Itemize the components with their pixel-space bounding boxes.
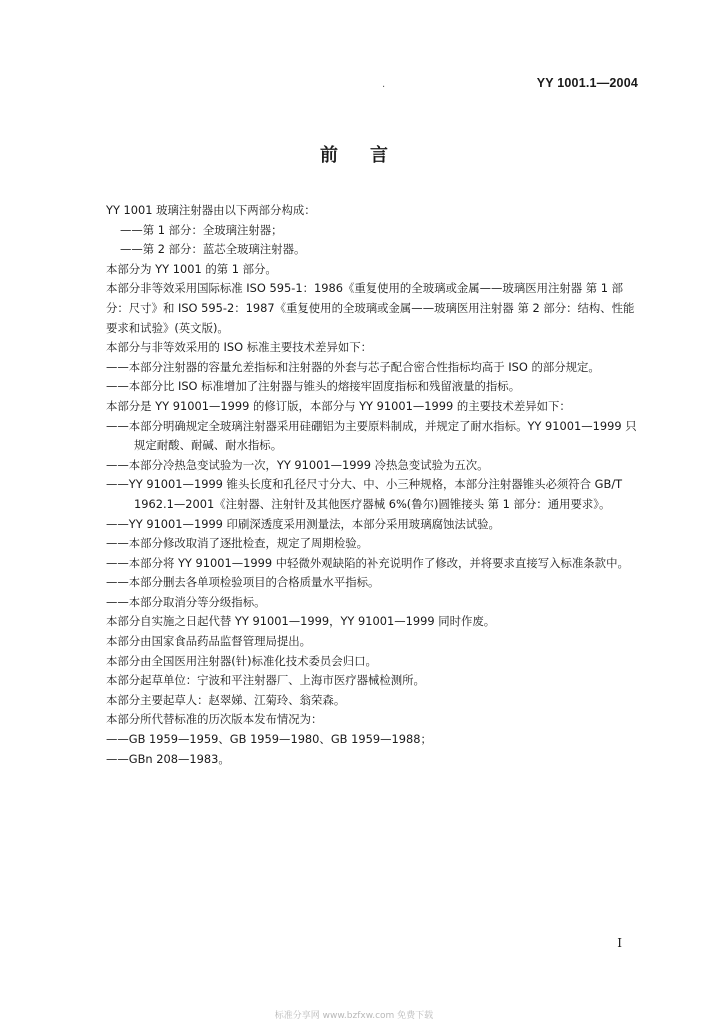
paragraph-iso-differences: 本部分与非等效采用的 ISO 标准主要技术差异如下：: [106, 340, 373, 355]
paragraph-scope: 本部分为 YY 1001 的第 1 部分。: [106, 261, 277, 276]
list-item-rev-diff-2: ——本部分冷热急变试验为一次，YY 91001—1999 冷热急变试验为五次。: [106, 457, 489, 472]
document-body: [106, 201, 638, 769]
list-item-rev-diff-4: ——YY 91001—1999 印刷深透度采用测量法，本部分采用玻璃腐蚀法试验。: [106, 516, 500, 531]
paragraph-drafters: 本部分主要起草人：赵翠娣、江菊玲、翁荣森。: [106, 692, 346, 707]
page-title: 前言: [320, 145, 420, 166]
paragraph-centralized-by: 本部分由全国医用注射器(针)标准化技术委员会归口。: [106, 653, 377, 668]
page-number: I: [617, 936, 622, 950]
list-item-part1: ——第 1 部分：全玻璃注射器；: [120, 222, 283, 237]
paragraph-drafting-units: 本部分起草单位：宁波和平注射器厂、上海市医疗器械检测所。: [106, 673, 425, 688]
list-item-iso-diff-1: ——本部分注射器的容量允差指标和注射器的外套与芯子配合密合性指标均高于 ISO 的部分规定。: [106, 359, 600, 374]
list-item-part2: ——第 2 部分：蓝芯全玻璃注射器。: [120, 242, 306, 257]
list-item-history-1: ——GB 1959—1959、GB 1959—1980、GB 1959—1988；: [106, 732, 432, 747]
list-item-rev-diff-5: ——本部分修改取消了逐批检查，规定了周期检验。: [106, 536, 368, 551]
paragraph-replaces: 本部分自实施之日起代替 YY 91001—1999，YY 91001—1999 同时作废。: [106, 614, 496, 629]
list-item-rev-diff-6: ——本部分将 YY 91001—1999 中轻微外观缺陷的补充说明作了修改，并将要求直接写入标准条款中。: [106, 555, 629, 570]
header-dot: ·: [382, 82, 386, 93]
list-item-rev-diff-1: ——本部分明确规定全玻璃注射器采用硅硼铝为主要原料制成，并规定了耐水指标。YY 91001—1999 只规定耐酸、耐碱、耐水指标。: [106, 418, 637, 453]
paragraph-iso-reference: 本部分非等效采用国际标准 ISO 595-1：1986《重复使用的全玻璃或金属——玻璃医用注射器 第 1 部分：尺寸》和 ISO 595-2：1987《重复使用的全玻璃或金属——玻璃医用注射器 第 2 部分：结构、性能要求和试验》(英文版)。: [106, 281, 635, 335]
list-item-rev-diff-7: ——本部分删去各单项检验项目的合格质量水平指标。: [106, 575, 380, 590]
list-item-rev-diff-3: ——YY 91001—1999 锥头长度和孔径尺寸分大、中、小三种规格，本部分注射器锥头必须符合 GB/T 1962.1—2001《注射器、注射针及其他医疗器械 6%(鲁尔)圆锥接头 第 1 部分：通用要求》。: [106, 477, 623, 511]
paragraph-history: 本部分所代替标准的历次版本发布情况为：: [106, 712, 323, 727]
standard-code: YY 1001.1—2004: [536, 76, 638, 90]
list-item-rev-diff-8: ——本部分取消分等分级指标。: [106, 594, 266, 609]
watermark: 标准分享网 www.bzfxw.com 免费下载: [274, 1011, 434, 1021]
list-item-history-2: ——GBn 208—1983。: [106, 751, 230, 766]
paragraph-intro: YY 1001 玻璃注射器由以下两部分构成：: [106, 203, 316, 217]
list-item-iso-diff-2: ——本部分比 ISO 标准增加了注射器与锥头的熔接牢固度指标和残留液量的指标。: [106, 379, 521, 394]
paragraph-proposed-by: 本部分由国家食品药品监督管理局提出。: [106, 634, 312, 649]
paragraph-revision: 本部分是 YY 91001—1999 的修订版，本部分与 YY 91001—1999 的主要技术差异如下：: [106, 398, 571, 413]
